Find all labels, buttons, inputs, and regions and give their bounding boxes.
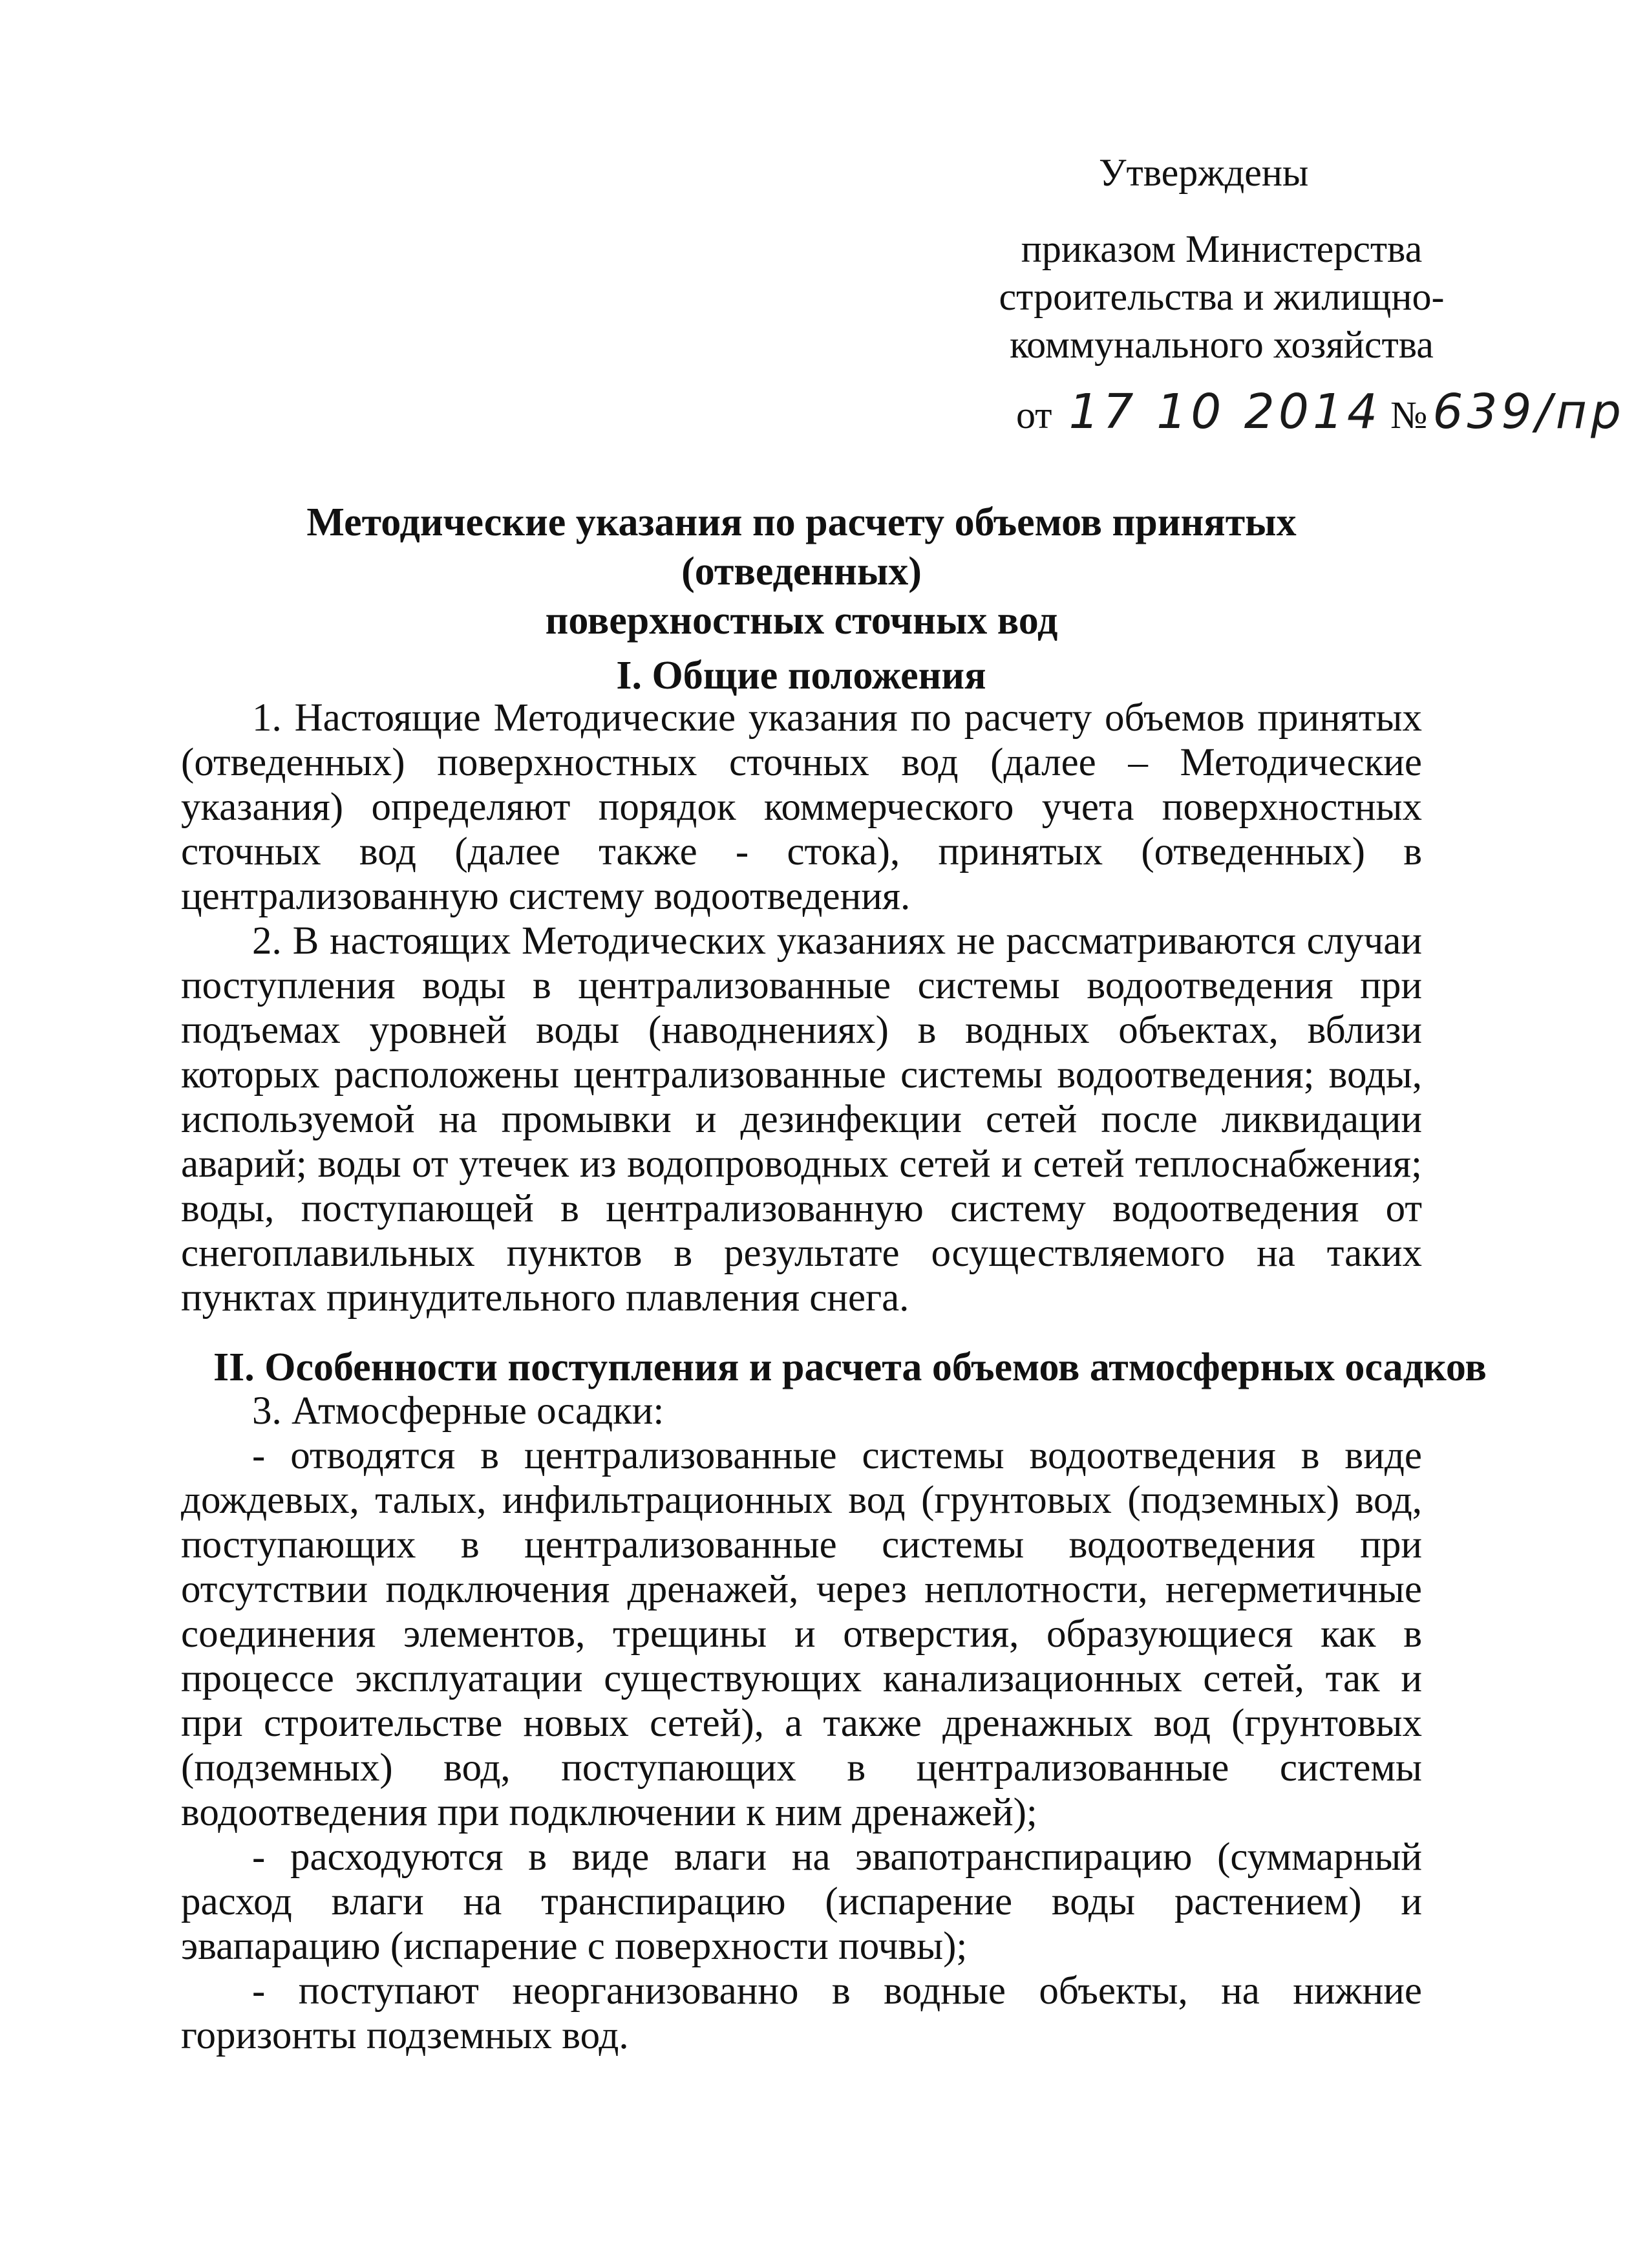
order-line: приказом Министерства: [1021, 228, 1423, 270]
handwritten-date: 17 10 2014: [1068, 384, 1382, 440]
handwritten-order-number: 639/пр: [1432, 384, 1625, 440]
date-prefix: от: [1016, 394, 1052, 436]
paragraph: - поступают неорганизованно в водные объекты, на нижние горизонты подземных вод.: [181, 1969, 1422, 2057]
section-body: [181, 1389, 1422, 2058]
order-date-line: [1016, 384, 1625, 440]
paragraph: - отводятся в централизованные системы водоотведения в виде дождевых, талых, инфильтрационных вод (грунтовых (подземных) вод, поступающих в централизованные системы водоотведения при отсутствии подключения дренажей, через неплотности, негерметичные соединения элементов, трещины и отверстия, образующиеся как в процессе эксплуатации существующих канализационных сетей, так и при строительстве новых сетей), а также дренажных вод (грунтовых (подземных) вод, поступающих в централизованные системы водоотведения при подключении к ним дренажей);: [181, 1434, 1422, 1834]
section-heading: I. Общие положения: [616, 654, 986, 698]
order-reference: [989, 225, 1454, 369]
document-title: [187, 498, 1416, 645]
number-sign: №: [1390, 394, 1428, 436]
section-body: [181, 696, 1422, 1320]
paragraph: 2. В настоящих Методических указаниях не рассматриваются случаи поступления воды в централизованные системы водоотведения при подъемах уровней воды (наводнениях) в водных объектах, вблизи которых расположены централизованные системы водоотведения; воды, используемой на промывки и дезинфекции сетей после ликвидации аварий; воды от утечек из водопроводных сетей и сетей теплоснабжения; воды, поступающей в централизованную систему водоотведения от снегоплавильных пунктов в результате осуществляемого на таких пунктах принудительного плавления снега.: [181, 919, 1422, 1320]
order-line: строительства и жилищно-: [999, 275, 1445, 318]
paragraph: 1. Настоящие Методические указания по расчету объемов принятых (отведенных) поверхностных сточных вод (далее – Методические указания) определяют порядок коммерческого учета поверхностных сточных вод (далее также - стока), принятых (отведенных) в централизованную систему водоотведения.: [181, 696, 1422, 918]
section-heading: II. Особенности поступления и расчета объемов атмосферных осадков: [213, 1345, 1487, 1389]
approved-label: Утверждены: [1099, 151, 1309, 194]
order-line: коммунального хозяйства: [1010, 323, 1434, 366]
paragraph: - расходуются в виде влаги на эвапотранспирацию (суммарный расход влаги на транспирацию (испарение воды растением) и эвапарацию (испарение с поверхности почвы);: [181, 1835, 1422, 1968]
document-title-line: Методические указания по расчету объемов принятых (отведенных): [306, 500, 1297, 594]
paragraph: 3. Атмосферные осадки:: [252, 1389, 664, 1433]
document-title-line: поверхностных сточных вод: [545, 599, 1058, 643]
